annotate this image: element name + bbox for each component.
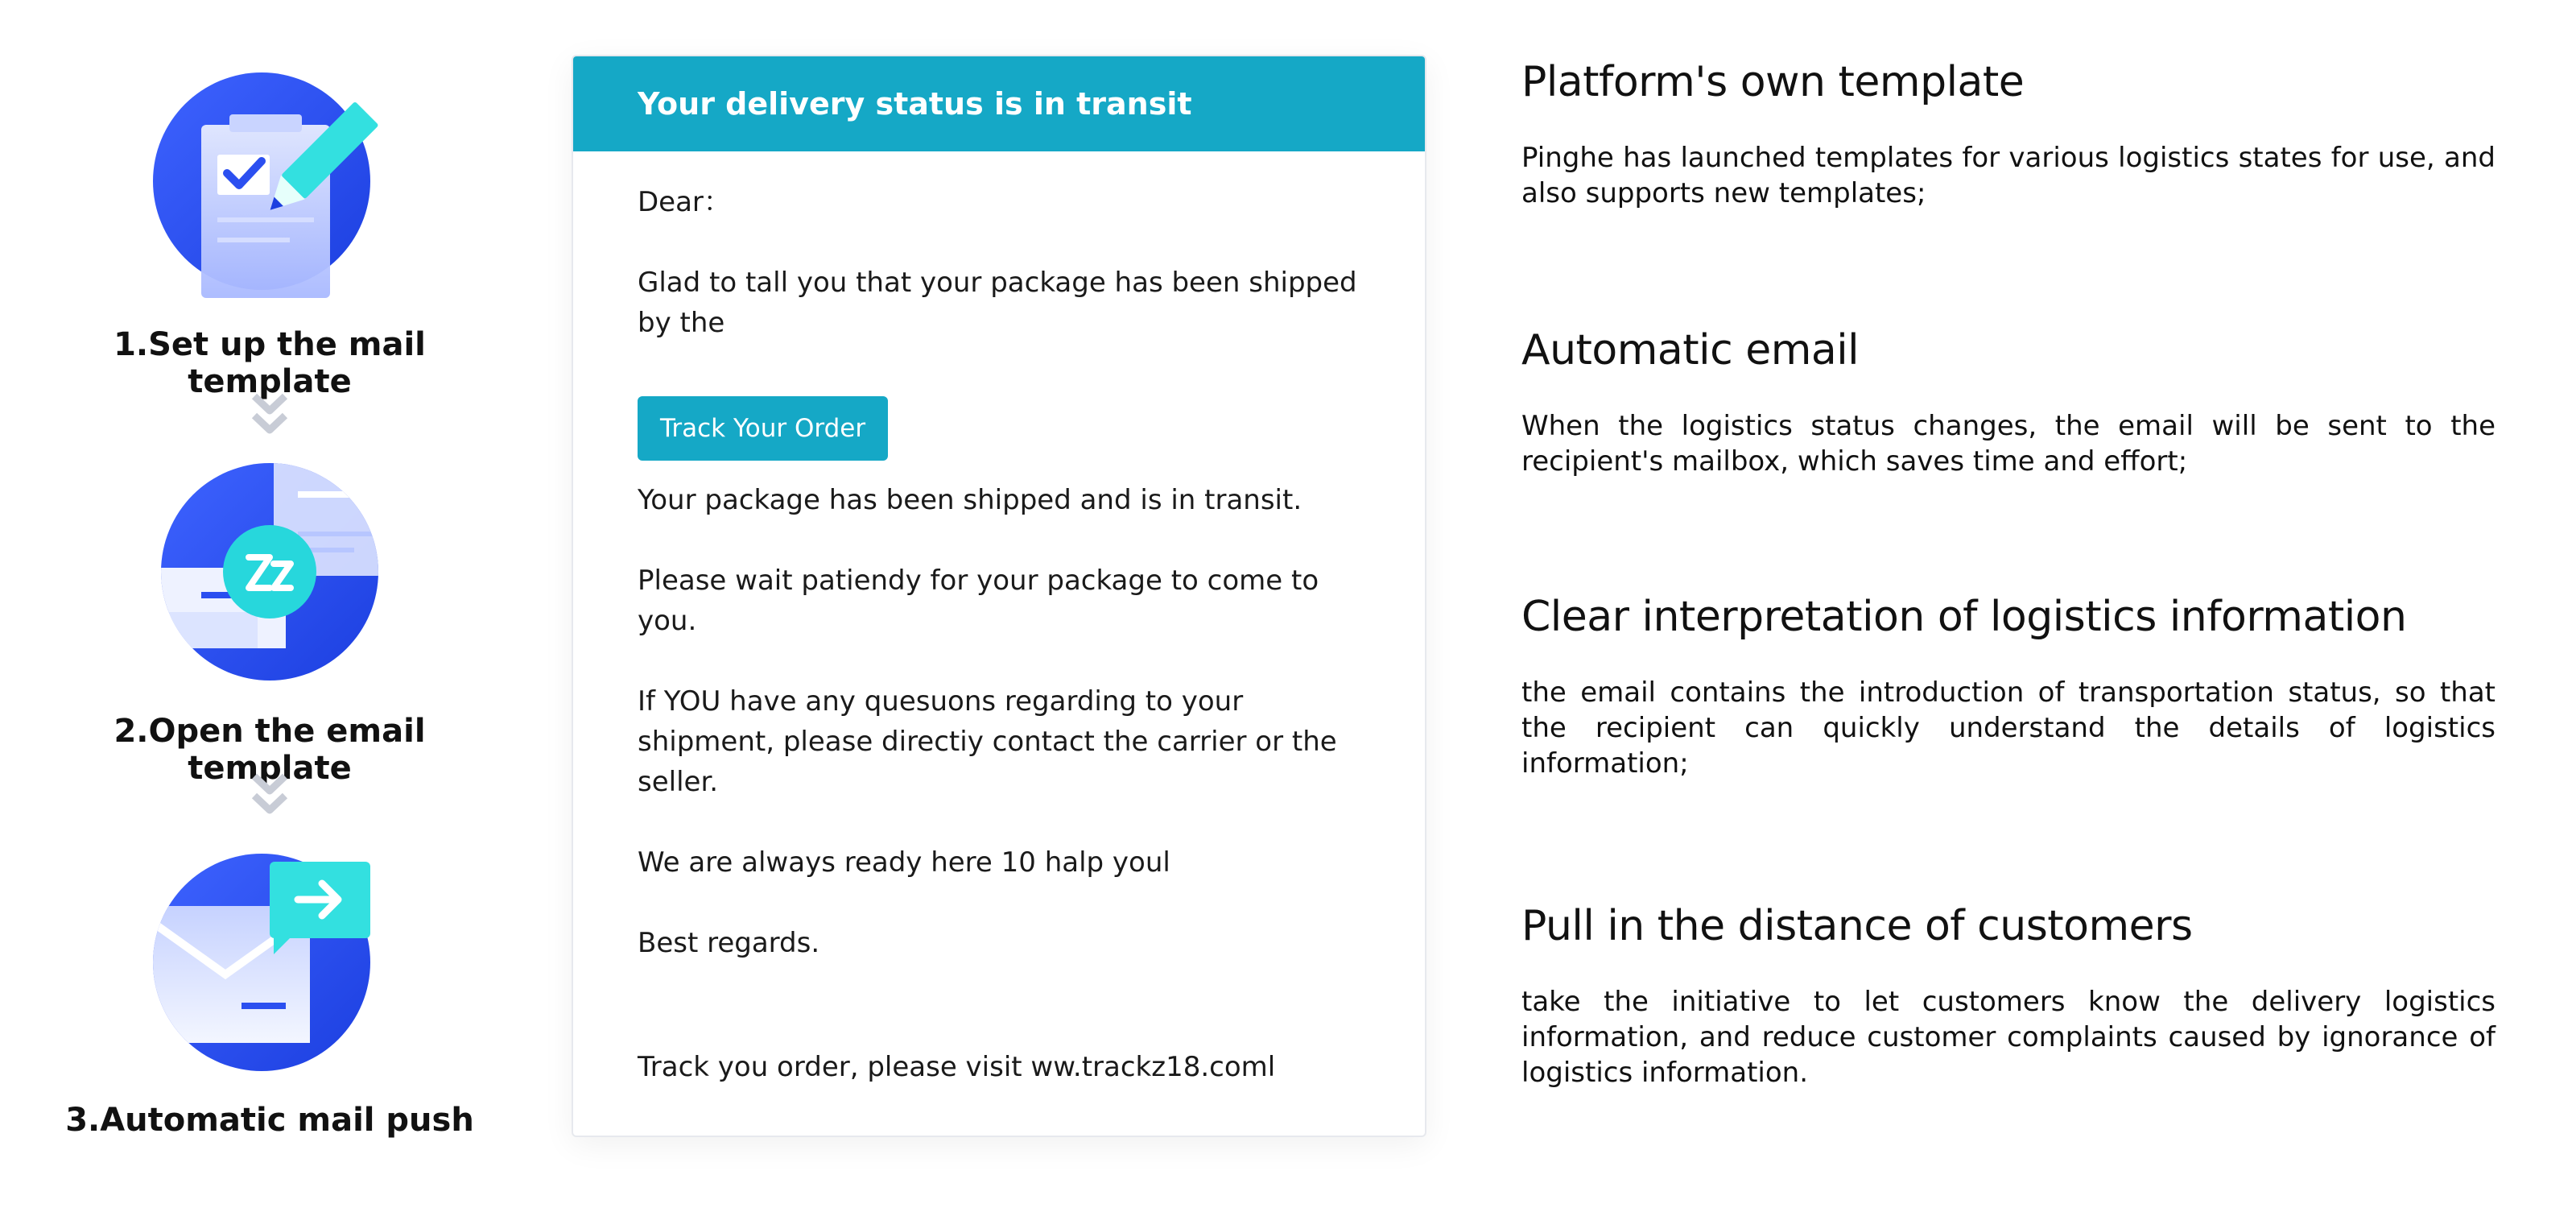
chevron-down-icon xyxy=(250,391,290,440)
open-template-icon xyxy=(149,459,390,685)
chevron-down-icon xyxy=(250,772,290,820)
email-header: Your delivery status is in transit xyxy=(573,56,1425,151)
email-preview-card xyxy=(572,55,1426,1137)
feature-item xyxy=(1521,593,2496,781)
feature-title: Clear interpretation of logistics information xyxy=(1521,593,2407,641)
steps-column xyxy=(32,0,507,1208)
feature-item xyxy=(1521,902,2496,1090)
step-3-label: 3.Automatic mail push xyxy=(65,1102,474,1139)
feature-description: Pinghe has launched templates for various logistics states for use, and also supports new templates; xyxy=(1521,142,2496,209)
feature-description: the email contains the introduction of transportation status, so that the recipient can quickly understand the details of logistics information; xyxy=(1521,676,2496,780)
email-body xyxy=(573,151,1425,1083)
feature-title: Automatic email xyxy=(1521,326,1860,374)
email-greeting: Dear： xyxy=(638,186,731,218)
step-1-label: 1.Set up the mail template xyxy=(114,326,426,400)
feature-item xyxy=(1521,326,2496,479)
mail-push-icon xyxy=(141,842,398,1075)
email-line-transit: Your package has been shipped and is in transit. xyxy=(638,484,1302,516)
features-column xyxy=(1521,0,2496,1208)
email-line-ready: We are always ready here 10 halp youl xyxy=(638,846,1170,879)
feature-description: When the logistics status changes, the email will be sent to the recipient's mailbox, which saves time and effort; xyxy=(1521,410,2496,478)
email-line-questions: If YOU have any quesuons regarding to your shipment, please directiy contact the carrier or the seller. xyxy=(638,685,1337,798)
email-intro: Glad to tall you that your package has been shipped by the xyxy=(638,267,1357,339)
email-visit-link[interactable]: Track you order, please visit ww.trackz18.coml xyxy=(638,1051,1276,1083)
feature-description: take the initiative to let customers know the delivery logistics information, and reduce customer complaints caused by ignorance of logistics information. xyxy=(1521,986,2496,1089)
feature-item xyxy=(1521,58,2496,211)
feature-title: Pull in the distance of customers xyxy=(1521,902,2193,950)
step-2-label: 2.Open the email template xyxy=(114,713,426,787)
feature-title: Platform's own template xyxy=(1521,58,2025,106)
track-order-button[interactable]: Track Your Order xyxy=(638,396,888,461)
mail-template-setup-icon xyxy=(141,64,398,298)
email-line-regards: Best regards. xyxy=(638,927,820,959)
email-line-wait: Please wait patiendy for your package to come to you. xyxy=(638,565,1319,637)
